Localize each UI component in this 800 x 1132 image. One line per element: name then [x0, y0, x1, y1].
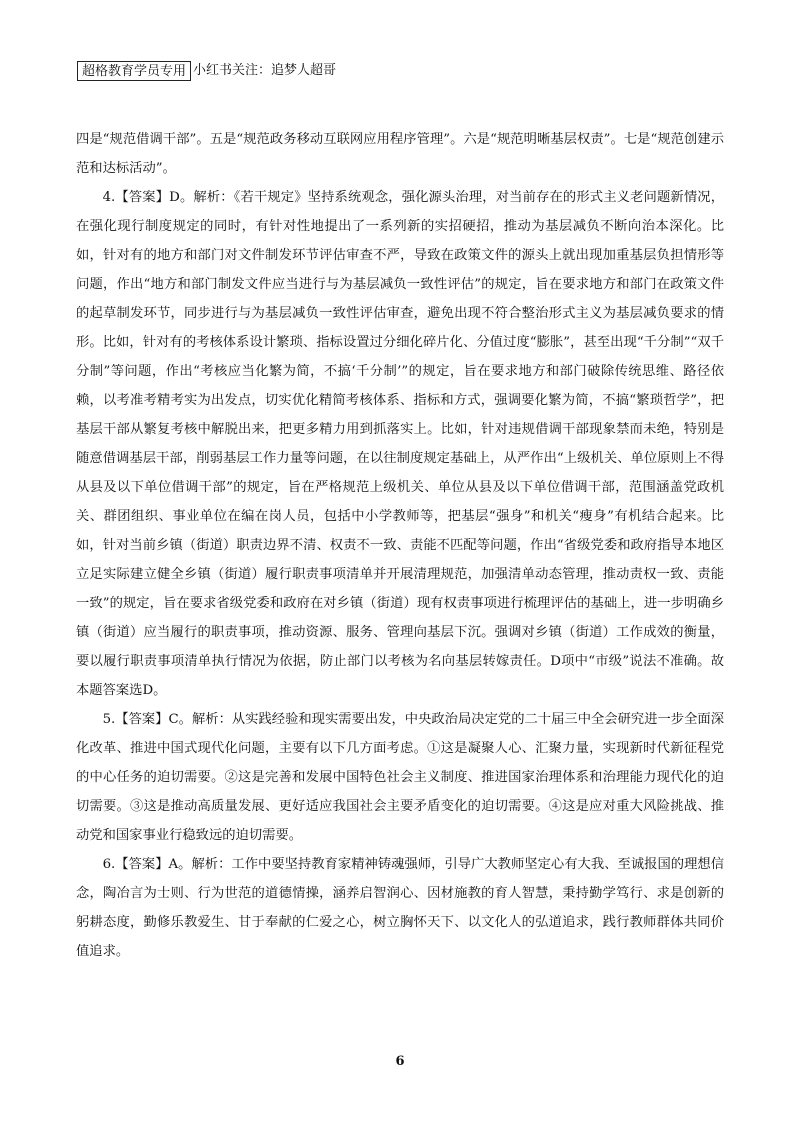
paragraph-answer-6: 6.【答案】A。解析：工作中要坚持教育家精神铸魂强师，引导广大教师坚定心有大我、至诚报国的理想信念，陶冶言为士则、行为世范的道德情操，涵养启智润心、因材施教的育人智慧，秉持勤学笃行、求是创新的躬耕态度，勤修乐教爱生、甘于奉献的仁爱之心，树立胸怀天下、以文化人的弘道追求，践行教师群体共同价值追求。 — [76, 857, 724, 959]
answer-explanations — [76, 125, 724, 966]
page-number: 6 — [395, 1054, 405, 1069]
header-boxed-label: 超格教育学员专用 — [77, 61, 191, 81]
paragraph-answer-5: 5.【答案】C。解析：从实践经验和现实需要出发，中央政治局决定党的二十届三中全会研究进一步全面深化改革、推进中国式现代化问题，主要有以下几方面考虑。①这是凝聚人心、汇聚力量，实现新时代新征程党的中心任务的迫切需要。②这是完善和发展中国特色社会主义制度、推进国家治理体系和治理能力现代化的迫切需要。③这是推动高质量发展、更好适应我国社会主要矛盾变化的迫切需要。④这是应对重大风险挑战、推动党和国家事业行稳致远的迫切需要。 — [76, 712, 724, 843]
page-header — [77, 61, 336, 81]
paragraph-answer-4: 4.【答案】D。解析：《若干规定》坚持系统观念，强化源头治理，对当前存在的形式主义老问题新情况，在强化现行制度规定的同时，有针对性地提出了一系列新的实招硬招，推动为基层减负不断向治本深化。比如，针对有的地方和部门对文件制发环节评估审查不严，导致在政策文件的源头上就出现加重基层负担情形等问题，作出“地方和部门制发文件应当进行与为基层减负一致性评估”的规定，旨在要求地方和部门在政策文件的起草制发环节，同步进行与为基层减负一致性评估审查，避免出现不符合整治形式主义为基层减负要求的情形。比如，针对有的考核体系设计繁琐、指标设置过分细化碎片化、分值过度“膨胀”，甚至出现“千分制”“双千分制”等问题，作出“考核应当化繁为简，不搞‘千分制’”的规定，旨在要求地方和部门破除传统思维、路径依赖，以考准考精考实为出发点，切实优化精简考核体系、指标和方式，强调要化繁为简，不搞“繁琐哲学”，把基层干部从繁复考核中解脱出来，把更多精力用到抓落实上。比如，针对违规借调干部现象禁而未绝，特别是随意借调基层干部，削弱基层工作力量等问题，在以往制度规定基础上，从严作出“上级机关、单位原则上不得从县及以下单位借调干部”的规定，旨在严格规范上级机关、单位从县及以下单位借调干部，范围涵盖党政机关、群团组织、事业单位在编在岗人员，包括中小学教师等，把基层“强身”和机关“瘦身”有机结合起来。比如，针对当前乡镇（街道）职责边界不清、权责不一致、责能不匹配等问题，作出“省级党委和政府指导本地区立足实际建立健全乡镇（街道）履行职责事项清单并开展清理规范，加强清单动态管理，推动责权一致、责能一致”的规定，旨在要求省级党委和政府在对乡镇（街道）现有权责事项进行梳理评估的基础上，进一步明确乡镇（街道）应当履行的职责事项，推动资源、服务、管理向基层下沉。强调对乡镇（街道）工作成效的衡量，要以履行职责事项清单执行情况为依据，防止部门以考核为名向基层转嫁责任。D项中“市级”说法不准确。故本题答案选D。 — [76, 190, 724, 698]
header-follow-text: 小红书关注：追梦人超哥 — [193, 63, 337, 78]
paragraph-continued: 四是“规范借调干部”。五是“规范政务移动互联网应用程序管理”。六是“规范明晰基层权责”。七是“规范创建示范和达标活动”。 — [76, 132, 724, 176]
